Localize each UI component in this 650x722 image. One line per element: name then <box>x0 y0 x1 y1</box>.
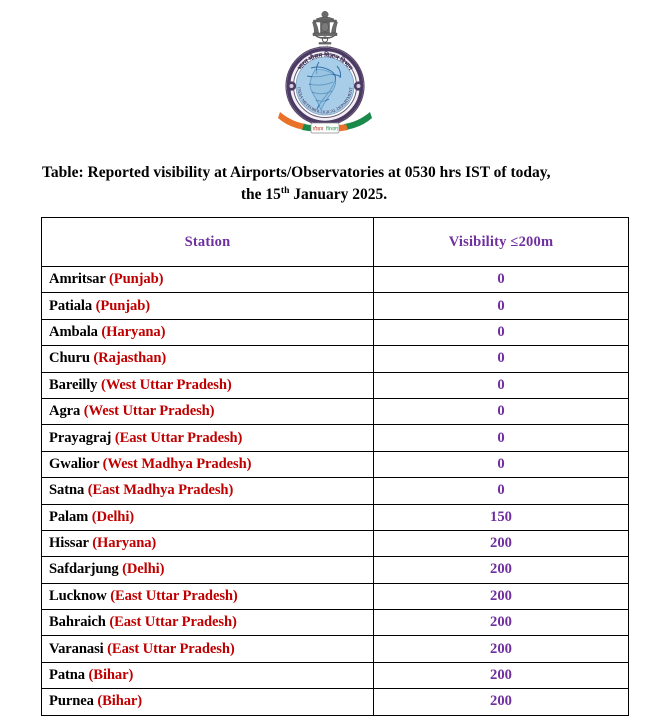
title-date-suffix: January 2025. <box>289 186 388 203</box>
visibility-value: 200 <box>374 636 629 662</box>
page-title <box>41 162 609 206</box>
station-state: (East Uttar Pradesh) <box>110 587 238 604</box>
table-row <box>42 478 629 504</box>
title-date-prefix: the 15 <box>240 186 281 203</box>
visibility-value: 0 <box>374 478 629 504</box>
svg-text:मौसम: मौसम <box>312 127 324 133</box>
station-cell <box>42 398 374 424</box>
emblem-container <box>0 8 650 134</box>
imd-emblem <box>277 8 373 134</box>
visibility-value: 200 <box>374 530 629 556</box>
station-cell <box>42 610 374 636</box>
station-name: Bareilly <box>49 376 101 393</box>
station-state: (Bihar) <box>97 693 143 710</box>
station-name: Amritsar <box>49 271 110 288</box>
table-head <box>42 218 629 267</box>
station-state: (East Uttar Pradesh) <box>109 614 237 631</box>
table-row <box>42 319 629 345</box>
station-state: (Delhi) <box>122 561 165 578</box>
station-cell <box>42 636 374 662</box>
station-cell <box>42 583 374 609</box>
station-state: (East Uttar Pradesh) <box>114 429 243 446</box>
station-cell <box>42 689 374 715</box>
station-cell <box>42 504 374 530</box>
svg-text:INDIA METEOROLOGICAL DEPARTMEN: INDIA METEOROLOGICAL DEPARTMENT <box>296 86 354 115</box>
visibility-value: 200 <box>374 662 629 688</box>
station-cell <box>42 425 374 451</box>
column-header-visibility: Visibility ≤200m <box>374 218 629 267</box>
station-name: Palam <box>49 508 92 525</box>
table-row <box>42 398 629 424</box>
station-name: Bahraich <box>49 614 110 631</box>
table-row <box>42 425 629 451</box>
table-row <box>42 610 629 636</box>
svg-text:भारत मौसम विज्ञान विभाग: भारत मौसम विज्ञान विभाग <box>296 51 354 72</box>
station-name: Gwalior <box>49 455 103 472</box>
visibility-value: 0 <box>374 398 629 424</box>
station-cell <box>42 267 374 293</box>
station-state: (Haryana) <box>92 535 157 552</box>
table-row <box>42 451 629 477</box>
station-cell <box>42 319 374 345</box>
table-row <box>42 504 629 530</box>
table-row <box>42 267 629 293</box>
visibility-value: 0 <box>374 451 629 477</box>
station-state: (West Uttar Pradesh) <box>100 376 232 393</box>
table-row <box>42 557 629 583</box>
station-state: (West Madhya Pradesh) <box>102 455 252 472</box>
table-header-row <box>42 218 629 267</box>
station-state: (East Uttar Pradesh) <box>107 640 235 657</box>
station-name: Hissar <box>49 535 93 552</box>
station-name: Purnea <box>49 693 98 710</box>
station-cell <box>42 293 374 319</box>
station-name: Patna <box>49 667 89 684</box>
table-row <box>42 583 629 609</box>
station-name: Varanasi <box>49 640 108 657</box>
visibility-value: 200 <box>374 610 629 636</box>
svg-text:विभाग: विभाग <box>326 127 338 133</box>
station-state: (Bihar) <box>88 667 134 684</box>
station-state: (East Madhya Pradesh) <box>87 482 234 499</box>
visibility-value: 0 <box>374 293 629 319</box>
table-body <box>42 267 629 716</box>
station-name: Satna <box>49 482 88 499</box>
visibility-value: 200 <box>374 583 629 609</box>
station-cell <box>42 451 374 477</box>
station-cell <box>42 372 374 398</box>
title-line-1: Table: Reported visibility at Airports/Observatories at 0530 hrs IST of today, <box>42 164 551 181</box>
station-name: Lucknow <box>49 587 111 604</box>
table-row <box>42 346 629 372</box>
station-state: (Rajasthan) <box>93 350 167 367</box>
table-row <box>42 530 629 556</box>
station-name: Ambala <box>49 323 102 340</box>
station-name: Churu <box>49 350 94 367</box>
station-cell <box>42 557 374 583</box>
table-row <box>42 372 629 398</box>
station-state: (West Uttar Pradesh) <box>83 403 215 420</box>
station-cell <box>42 662 374 688</box>
station-state: (Punjab) <box>95 297 150 314</box>
station-name: Prayagraj <box>49 429 115 446</box>
table-row <box>42 293 629 319</box>
visibility-value: 0 <box>374 319 629 345</box>
visibility-value: 200 <box>374 557 629 583</box>
visibility-value: 0 <box>374 372 629 398</box>
column-header-station: Station <box>42 218 374 267</box>
station-name: Patiala <box>49 297 96 314</box>
visibility-value: 200 <box>374 689 629 715</box>
visibility-value: 0 <box>374 267 629 293</box>
visibility-value: 0 <box>374 346 629 372</box>
station-name: Agra <box>49 403 84 420</box>
station-cell <box>42 346 374 372</box>
station-cell <box>42 530 374 556</box>
title-line-2 <box>19 184 609 206</box>
table-row <box>42 636 629 662</box>
station-state: (Delhi) <box>91 508 135 525</box>
station-name: Safdarjung <box>49 561 123 578</box>
table-row <box>42 662 629 688</box>
station-state: (Punjab) <box>109 271 164 288</box>
station-cell <box>42 478 374 504</box>
visibility-value: 0 <box>374 425 629 451</box>
title-date-ordinal: th <box>280 184 290 196</box>
visibility-value: 150 <box>374 504 629 530</box>
visibility-table <box>41 217 629 716</box>
station-state: (Haryana) <box>101 323 166 340</box>
table-row <box>42 689 629 715</box>
tricolour-ribbon-icon <box>278 106 372 134</box>
